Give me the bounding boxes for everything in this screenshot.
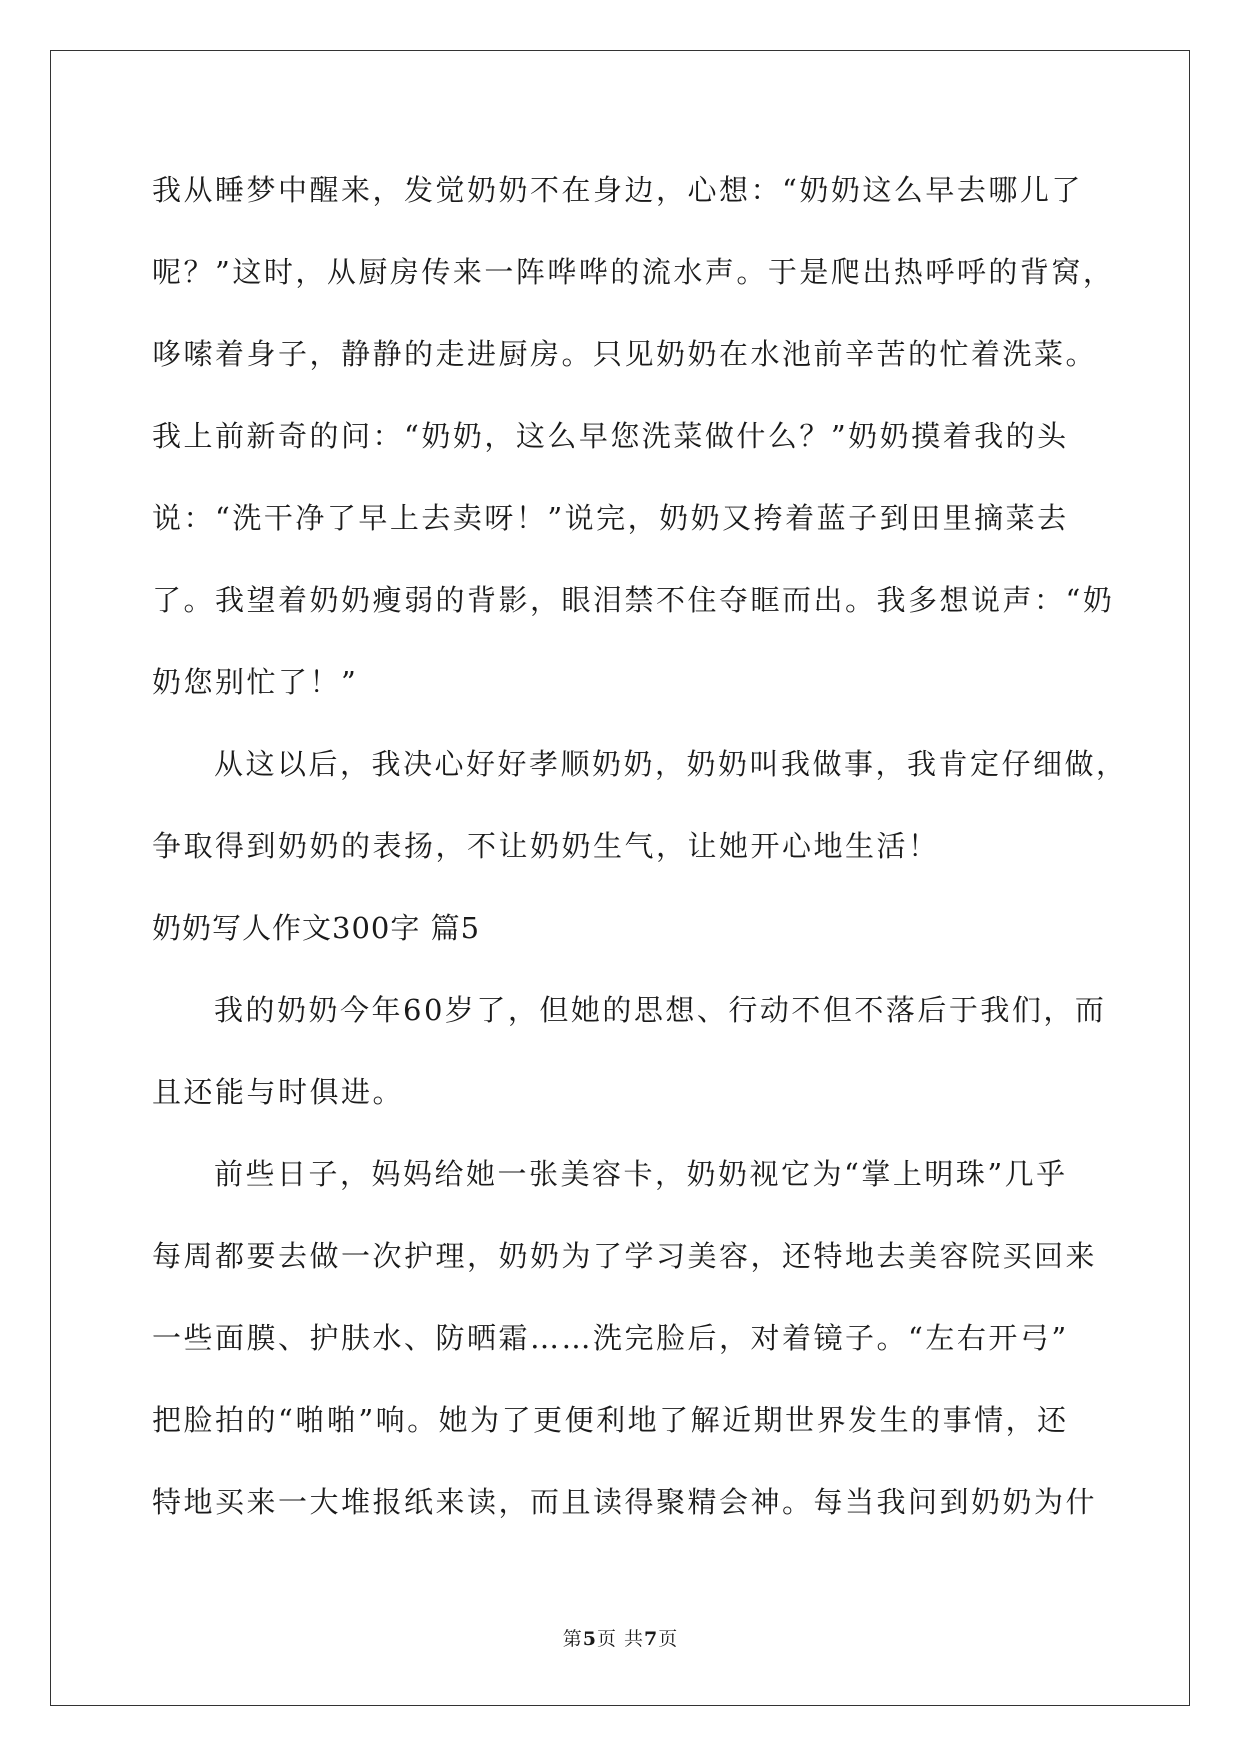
text-line: 争取得到奶奶的表扬，不让奶奶生气，让她开心地生活！ bbox=[152, 829, 940, 863]
footer-middle: 页 共 bbox=[596, 1628, 645, 1650]
total-pages-number: 7 bbox=[644, 1628, 659, 1650]
footer-prefix: 第 bbox=[562, 1628, 583, 1650]
text-line: 一些面膜、护肤水、防晒霜……洗完脸后，对着镜子。“左右开弓” bbox=[152, 1321, 1069, 1355]
text-line: 说：“洗干净了早上去卖呀！”说完，奶奶又挎着蓝子到田里摘菜去 bbox=[152, 501, 1069, 535]
paragraph-start-line: 从这以后，我决心好好孝顺奶奶，奶奶叫我做事，我肯定仔细做， bbox=[214, 747, 1128, 781]
paragraph-start-line: 我的奶奶今年60岁了，但她的思想、行动不但不落后于我们，而 bbox=[214, 993, 1107, 1027]
text-line: 我从睡梦中醒来，发觉奶奶不在身边，心想：“奶奶这么早去哪儿了 bbox=[152, 173, 1083, 207]
document-body bbox=[152, 162, 1128, 1556]
current-page-number: 5 bbox=[582, 1628, 597, 1650]
footer-suffix: 页 bbox=[658, 1628, 679, 1650]
text-line: 了。我望着奶奶瘦弱的背影，眼泪禁不住夺眶而出。我多想说声：“奶 bbox=[152, 583, 1115, 617]
page-footer bbox=[0, 1624, 1241, 1651]
paragraph-start-line: 前些日子，妈妈给她一张美容卡，奶奶视它为“掌上明珠”几乎 bbox=[214, 1157, 1068, 1191]
text-line: 特地买来一大堆报纸来读，而且读得聚精会神。每当我问到奶奶为什 bbox=[152, 1485, 1098, 1519]
section-heading: 奶奶写人作文300字 篇5 bbox=[152, 911, 481, 945]
text-line: 奶您别忙了！” bbox=[152, 665, 359, 699]
text-line: 每周都要去做一次护理，奶奶为了学习美容，还特地去美容院买回来 bbox=[152, 1239, 1098, 1273]
text-line: 哆嗦着身子，静静的走进厨房。只见奶奶在水池前辛苦的忙着洗菜。 bbox=[152, 337, 1098, 371]
text-line: 把脸拍的“啪啪”响。她为了更便利地了解近期世界发生的事情，还 bbox=[152, 1403, 1069, 1437]
text-line: 呢？”这时，从厨房传来一阵哗哗的流水声。于是爬出热呼呼的背窝， bbox=[152, 255, 1115, 289]
text-line: 且还能与时俱进。 bbox=[152, 1075, 405, 1109]
text-line: 我上前新奇的问：“奶奶，这么早您洗菜做什么？”奶奶摸着我的头 bbox=[152, 419, 1069, 453]
